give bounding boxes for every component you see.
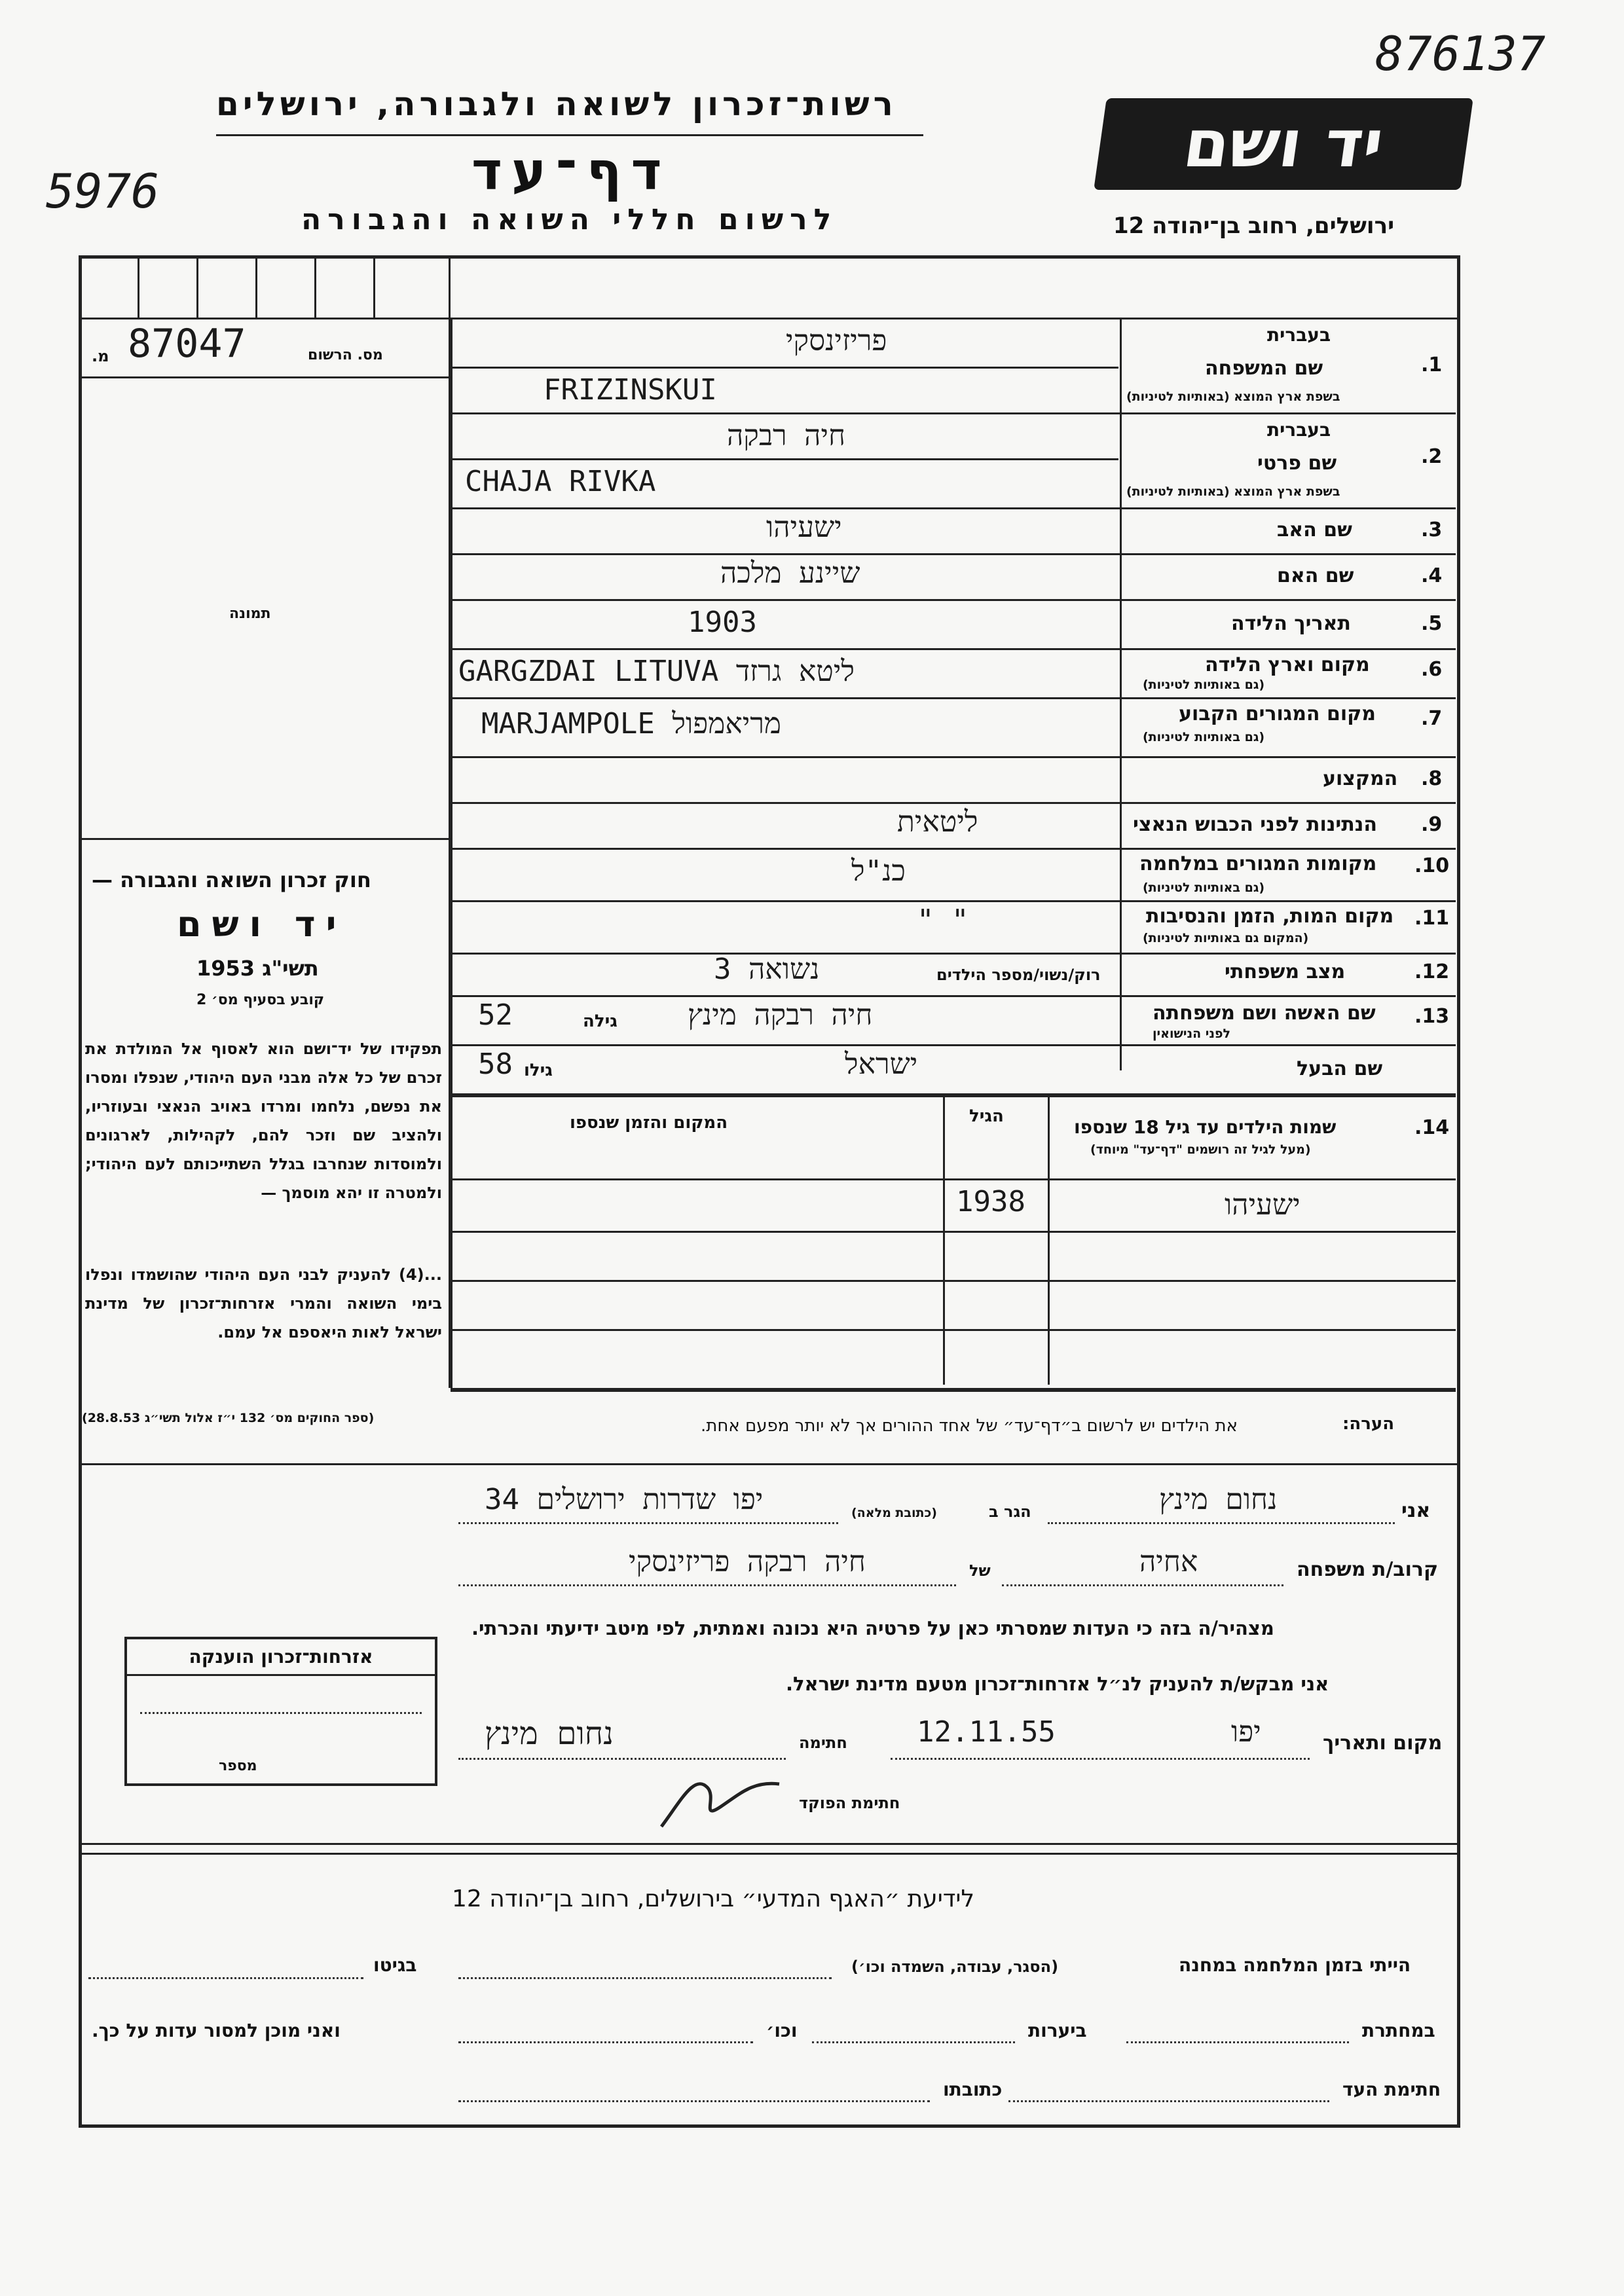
field-2-number: 2. [1421, 445, 1443, 468]
underground-label: במחתרת [1362, 2020, 1435, 2041]
field-9-label: הנתינות לפני הכבוש הנאצי [1133, 813, 1377, 836]
birth-place: GARGZDAI LITUVA ליטא גרזד [458, 655, 855, 688]
address-label: כתובתו [943, 2079, 1003, 2100]
left-column-divider [449, 318, 452, 1388]
page-number: 5976 [46, 164, 160, 219]
field-10-label: מקומות המגורים במלחמה [1139, 852, 1377, 875]
residence: MARJAMPOLE מריאמפול [481, 707, 782, 740]
date: 12.11.55 [917, 1715, 1056, 1749]
surname-latin: FRIZINSKUI [544, 373, 717, 407]
officer-signature-label: חתימת הפוקד [799, 1794, 900, 1812]
field-2-sub: בשפת ארץ המוצא (באותיות לטיניות) [1126, 484, 1340, 499]
info-line: לידיעת ״האגף המדעי״ בירושלים, רחוב בן־יהודה 12 [452, 1886, 974, 1912]
form-subtitle: לרשום חללי השואה והגבורה [301, 203, 838, 236]
field-7-label: מקום המגורים הקבוע [1179, 702, 1376, 725]
field-4-label: שם האם [1277, 564, 1354, 587]
law-reference: (ספר החוקים מס׳ 132 י״ז אלול תשי״ג 28.8.53) [82, 1411, 375, 1425]
witness-sign-label: חתימת העד [1342, 2079, 1441, 2100]
marital-status: נשואה 3 [714, 953, 820, 986]
law-title: חוק זכרון השואה והגבורה — [92, 867, 371, 892]
wife-age-label: גילה [583, 1011, 618, 1031]
field-8-number: 8. [1421, 767, 1443, 790]
form-title: דף־עד [471, 141, 671, 202]
husband-label: שם הבעל [1297, 1057, 1383, 1080]
field-11-number: 11. [1414, 907, 1450, 930]
witness-name: נחום מינץ [1159, 1483, 1278, 1516]
place-date-label: מקום ותאריך [1323, 1732, 1443, 1755]
reg-number: 87047 [128, 321, 246, 367]
authority-title: רשות־זכרון לשואה ולגבורה, ירושלים [216, 85, 897, 123]
field-13-sub: לפני הנישואין [1153, 1027, 1230, 1041]
field-6-sub: (גם באותיות לטיניות) [1143, 678, 1265, 692]
note-label: הערה: [1342, 1414, 1395, 1434]
field-11-label: מקום המות, הזמן והנסיבות [1146, 905, 1394, 928]
field-1-hebrew-tag: בעברית [1267, 324, 1331, 346]
law-text-clause-4: ...(4) להעניק לבני העם היהודי שהושמדו ונפלו בימי השואה והמרי אזרחות־זכרון של מדינת ישראל לאות היאספם אל עמם. [85, 1266, 442, 1341]
field-6-number: 6. [1421, 658, 1443, 681]
field-10-number: 10. [1414, 854, 1450, 877]
children-sub: (מעל לגיל זה רושמים "דף־עד" מיוחד) [1090, 1142, 1311, 1157]
etc-label: וכו׳ [766, 2020, 798, 2041]
husband-name: ישראל [845, 1048, 918, 1081]
camp-label: הייתי בזמן המלחמה במחנה [1179, 1954, 1411, 1976]
law-name: יד ושם [177, 903, 347, 945]
archive-number: 876137 [1375, 26, 1546, 81]
surname-hebrew: פריזינסקי [786, 324, 887, 357]
birth-date: 1903 [688, 606, 757, 639]
forests-label: ביערות [1028, 2020, 1087, 2041]
nationality: ליטאית [897, 805, 978, 839]
wife-age: 52 [478, 998, 513, 1032]
yad-vashem-logo: יד ושם [1094, 98, 1473, 190]
field-1-sub: בשפת ארץ המוצא (באותיות לטיניות) [1126, 390, 1340, 404]
field-12-number: 12. [1414, 960, 1450, 983]
field-2-hebrew-tag: בעברית [1267, 419, 1331, 441]
husband-age: 58 [478, 1048, 513, 1081]
place: יפו [1231, 1715, 1261, 1749]
reg-label: מס. הרשום [308, 347, 383, 363]
officer-signature [655, 1761, 786, 1840]
law-year: תשי"ג 1953 [196, 956, 319, 981]
declaration: מצהיר/ה בזה כי העדות שמסרתי כאן על פרטיה היא נכונה ואמתית, לפי מיטב ידיעתי והכרתי. [471, 1617, 1274, 1639]
field-5-label: תאריך הלידה [1231, 612, 1351, 635]
field-8-label: המקצוע [1323, 767, 1398, 790]
first-name-hebrew: חיה רבקה [727, 419, 846, 452]
field-12-label: מצב משפחתי [1225, 960, 1346, 983]
field-5-number: 5. [1421, 612, 1443, 635]
field-1-label: שם המשפחה [1205, 357, 1323, 380]
field-7-sub: (גם באותיות לטיניות) [1143, 730, 1265, 744]
field-10-sub: (גם באותיות לטיניות) [1143, 881, 1265, 895]
header-address: ירושלים, רחוב בן־יהודה 12 [1113, 213, 1395, 239]
photo-label: תמונה [229, 606, 271, 622]
witness-ani: אני [1401, 1499, 1431, 1522]
field-4-number: 4. [1421, 564, 1443, 587]
field-9-number: 9. [1421, 813, 1443, 836]
field-13-label: שם האשה ושם משפחתה [1153, 1002, 1376, 1025]
wife-name: חיה רבקה מינץ [688, 998, 873, 1032]
father-name: ישעיהו [766, 511, 842, 544]
willing-testify: ואני מוכן למסור עדות על כך. [92, 2020, 341, 2041]
signature-label: חתימה [799, 1734, 847, 1752]
reg-prefix: מ. [92, 347, 109, 365]
wartime-residence: כנ"ל [851, 854, 906, 888]
death-place: " " [917, 903, 969, 937]
relation: אחיה [1139, 1545, 1198, 1578]
field-1-number: 1. [1421, 354, 1443, 376]
children-col-place: המקום והזמן שנספו [570, 1113, 728, 1133]
of-label: של [969, 1561, 991, 1580]
field-3-number: 3. [1421, 519, 1443, 541]
request: אני מבקש/ת להעניק לנ״ל אזרחות־זכרון מטעם מדינת ישראל. [786, 1673, 1329, 1695]
note-text: את הילדים יש לרשום ב״דף־עד״ של אחד ההורים אך לא יותר מפעם אחת. [701, 1416, 1238, 1436]
law-clause: קובע בסעיף מס׳ 2 [196, 992, 325, 1008]
deceased-name: חיה רבקה פריזינסקי [629, 1545, 866, 1578]
children-col-age: הגיל [969, 1106, 1004, 1126]
field-13-number: 13. [1414, 1005, 1450, 1028]
first-name-latin: CHAJA RIVKA [465, 465, 656, 498]
witness-resides-label: הגר ב [989, 1503, 1031, 1521]
field-3-label: שם האב [1277, 519, 1352, 541]
witness-address: יפו שדרות ירושלים 34 [485, 1483, 764, 1516]
husband-age-label: גילו [524, 1061, 553, 1080]
law-text: תפקידו של יד־ושם הוא לאסוף אל המולדת את זכרם של כל אלה מבני העם היהודי, שנפלו ומסרו את נפשם, נלחמו ומרדו באויב הנאצי ובעוזריו, ולהציב שם וזכר להם, לקהילות, לארגונים ולמוסדות שנחרבו בגלל השתייכותם לעם היהודי; ולמטרה זו יהא מוסמך — [85, 1040, 442, 1202]
label-column-divider [1120, 318, 1122, 1070]
child-year: 1938 [956, 1185, 1025, 1218]
field-6-label: מקום וארץ הלידה [1205, 653, 1370, 676]
witness-address-sub: (כתובת מלאה) [851, 1506, 937, 1520]
memorial-citizenship-stamp: אזרחות־זכרון הוענקה מספר [124, 1637, 437, 1786]
header-rule [216, 134, 923, 136]
children-label: שמות הילדים עד גיל 18 שנספו [1074, 1116, 1337, 1138]
top-cells-bottom [79, 318, 1457, 319]
field-14-number: 14. [1414, 1116, 1450, 1139]
signature: נחום מינץ [485, 1715, 614, 1752]
ghetto-label: בגיטו [373, 1954, 417, 1976]
field-12-mid: רוק/נשוי/מספר הילדים [936, 966, 1101, 984]
child-name: ישעיהו [1225, 1188, 1301, 1222]
relative-label: קרוב/ת משפחה [1297, 1558, 1439, 1581]
field-2-label: שם פרטי [1257, 452, 1337, 475]
camp-sub: (הסגר, עבודה, השמדה וכו׳) [851, 1958, 1059, 1976]
field-7-number: 7. [1421, 707, 1443, 730]
mother-name: שיינע מלכה [720, 556, 860, 590]
field-11-sub: (המקום גם באותיות לטיניות) [1143, 931, 1309, 945]
